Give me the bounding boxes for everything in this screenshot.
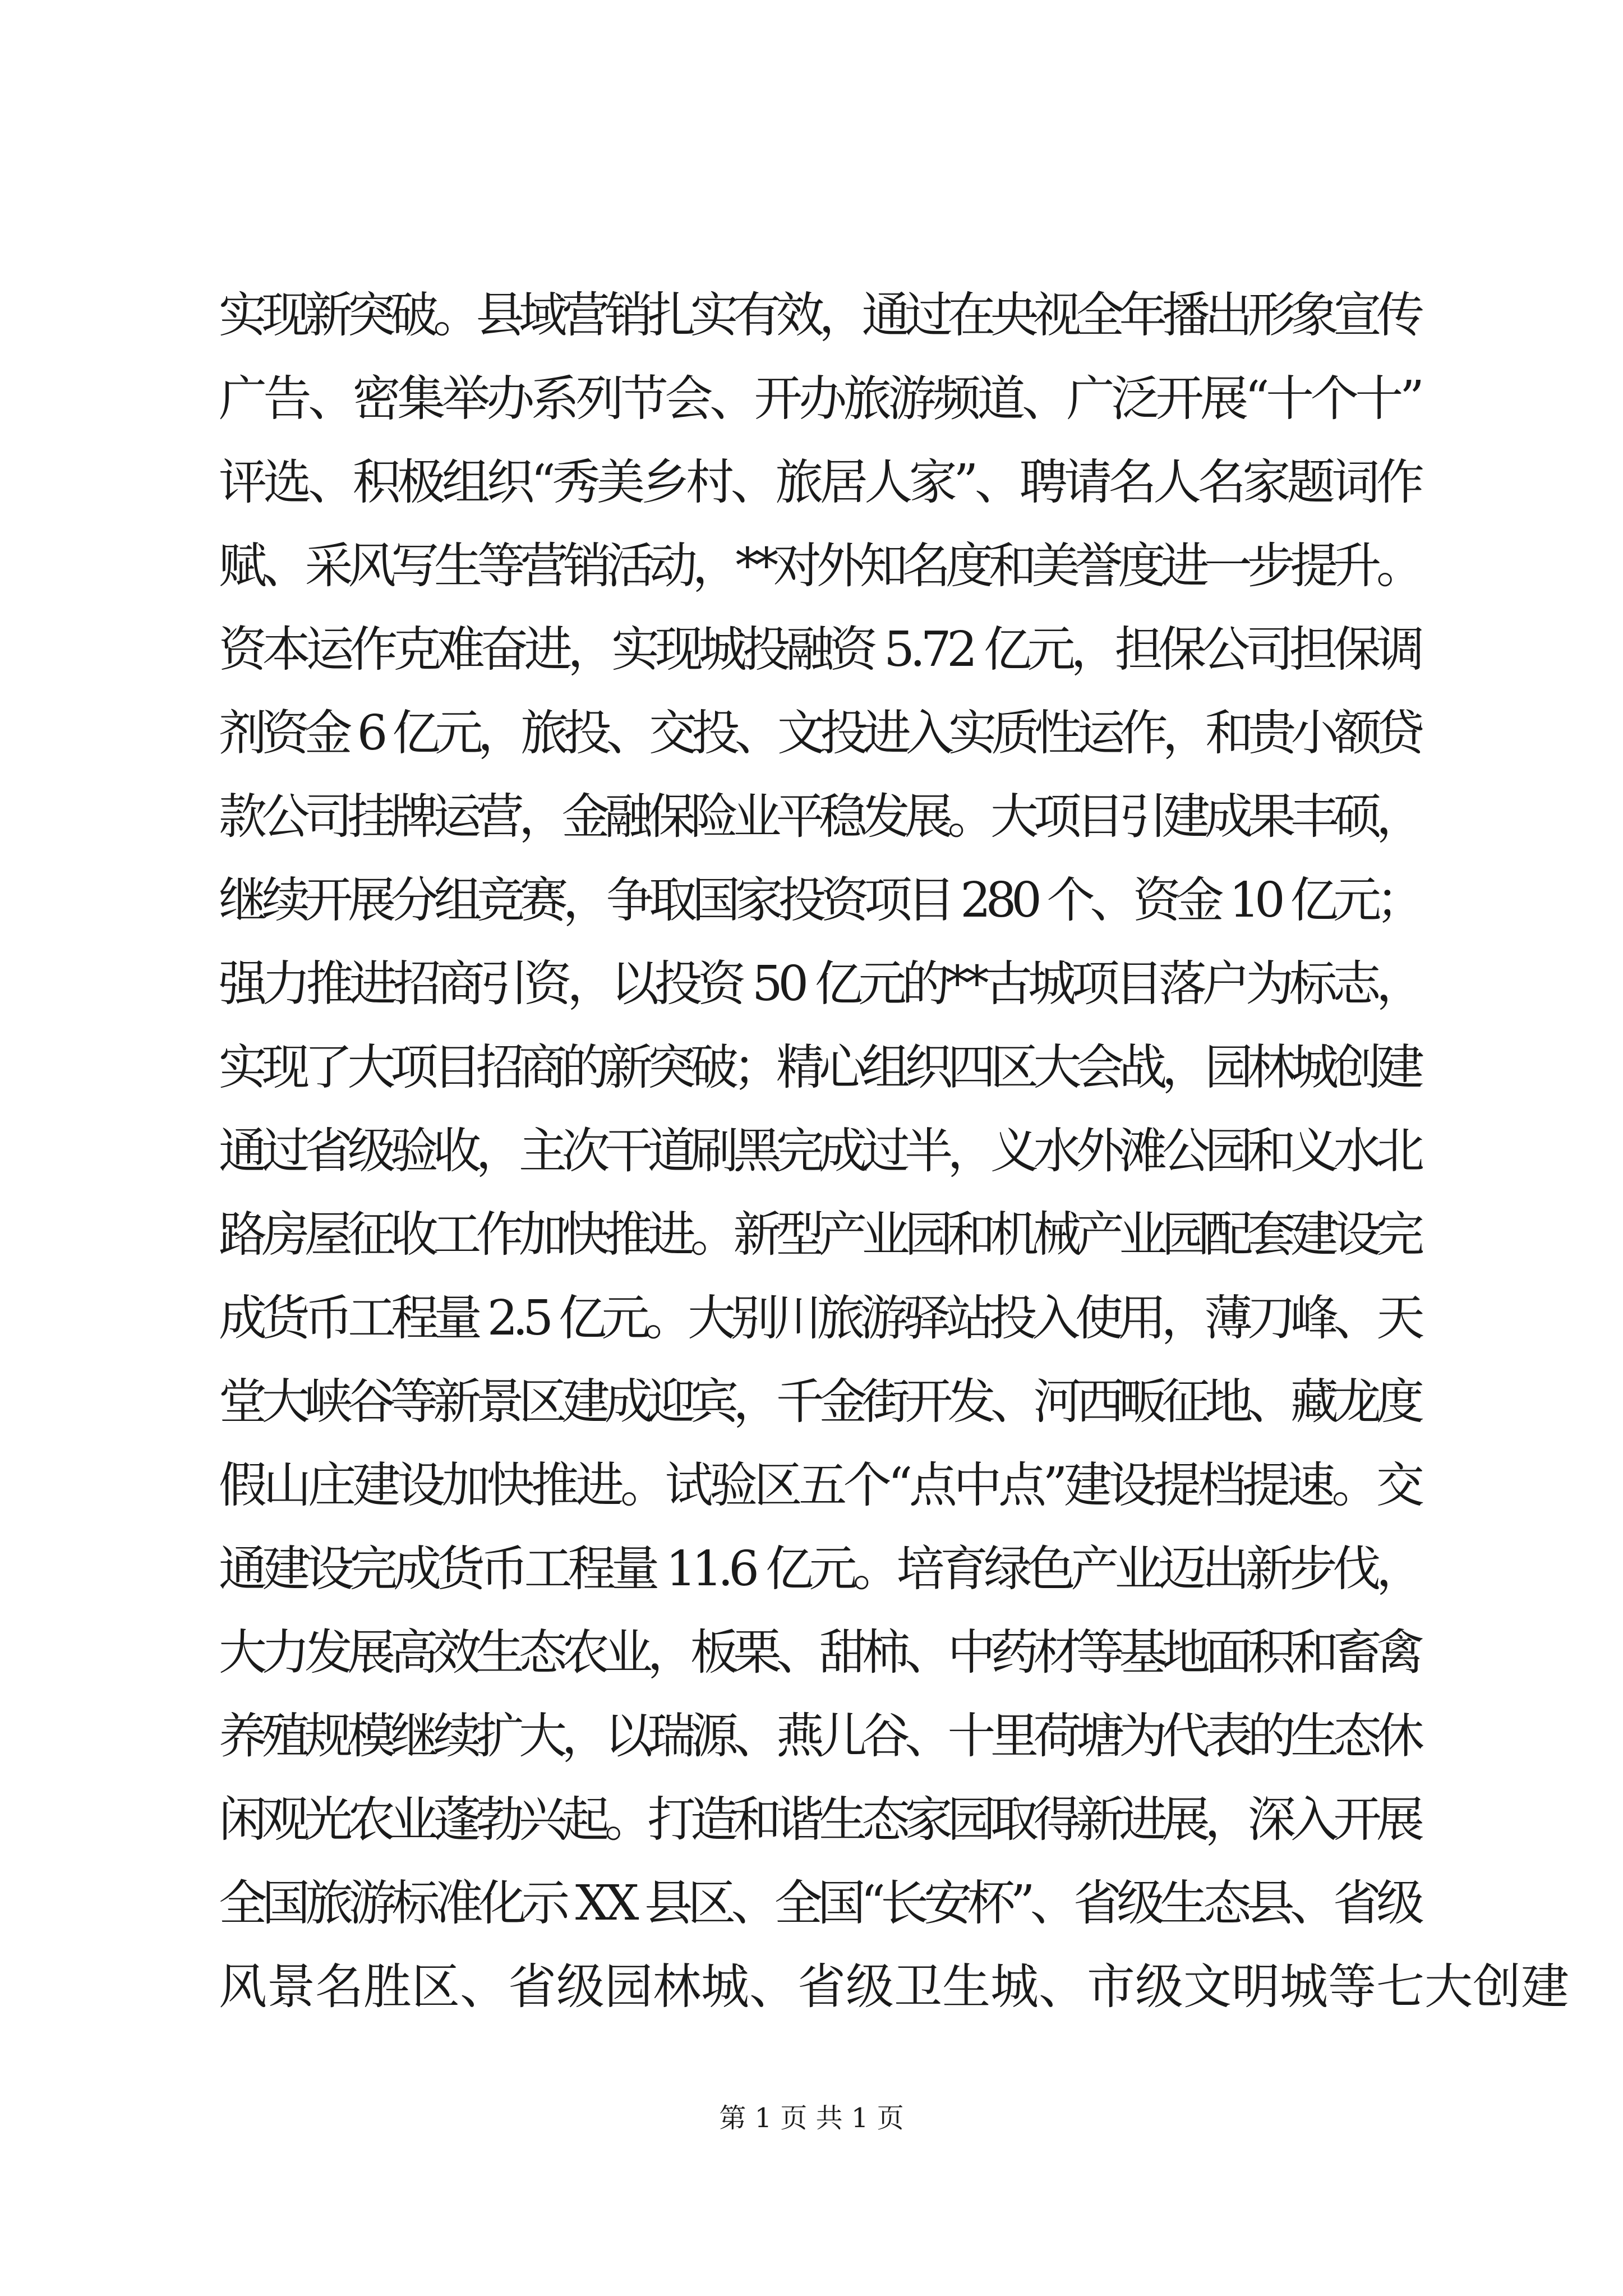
text-line: 剂资金 6 亿元，旅投、交投、文投进入实质性运作，和贵小额贷 bbox=[219, 705, 1419, 761]
text-line: 强力推进招商引资，以投资 50 亿元的**古城项目落户为标志， bbox=[219, 956, 1420, 1012]
text-line: 款公司挂牌运营，金融保险业平稳发展。大项目引建成果丰硕， bbox=[219, 789, 1419, 845]
text-line: 实现新突破。县域营销扎实有效，通过在央视全年播出形象宣传 bbox=[219, 287, 1419, 343]
text-line: 成货币工程量 2.5 亿元。大别川旅游驿站投入使用，薄刀峰、天 bbox=[219, 1290, 1420, 1346]
text-line: 闲观光农业蓬勃兴起。打造和谐生态家园取得新进展，深入开展 bbox=[219, 1792, 1419, 1848]
text-line: 实现了大项目招商的新突破；精心组织四区大会战，园林城创建 bbox=[219, 1039, 1419, 1096]
text-line: 资本运作克难奋进，实现城投融资 5.72 亿元，担保公司担保调 bbox=[219, 622, 1420, 678]
text-line: 全国旅游标准化示 XX 县区、全国“长安杯”、省级生态县、省级 bbox=[219, 1875, 1420, 1931]
text-line: 赋、采风写生等营销活动，**对外知名度和美誉度进一步提升。 bbox=[219, 538, 1419, 594]
text-line: 风景名胜区、省级园林城、省级卫生城、市级文明城等七大创建 bbox=[219, 1959, 1569, 2015]
text-line: 评选、积极组织“秀美乡村、旅居人家”、聘请名人名家题词作 bbox=[219, 454, 1421, 510]
text-line: 大力发展高效生态农业，板栗、甜柿、中药材等基地面积和畜禽 bbox=[219, 1625, 1419, 1681]
text-line: 养殖规模继续扩大，以瑞源、燕儿谷、十里荷塘为代表的生态休 bbox=[219, 1708, 1419, 1764]
text-line: 假山庄建设加快推进。试验区五个“点中点”建设提档提速。交 bbox=[219, 1457, 1421, 1513]
text-line: 堂大峡谷等新景区建成迎宾，千金街开发、河西畈征地、藏龙度 bbox=[219, 1374, 1419, 1430]
text-line: 路房屋征收工作加快推进。新型产业园和机械产业园配套建设完 bbox=[219, 1207, 1419, 1263]
text-line: 广告、密集举办系列节会、开办旅游频道、广泛开展“十个十” bbox=[219, 371, 1421, 427]
text-line: 继续开展分组竞赛，争取国家投资项目 280 个、资金 10 亿元； bbox=[219, 872, 1419, 928]
text-line: 通建设完成货币工程量 11.6 亿元。培育绿色产业迈出新步伐， bbox=[219, 1541, 1420, 1597]
page-number-footer: 第 1 页 共 1 页 bbox=[719, 2102, 904, 2134]
text-line: 通过省级验收，主次干道刷黑完成过半，义水外滩公园和义水北 bbox=[219, 1123, 1419, 1179]
